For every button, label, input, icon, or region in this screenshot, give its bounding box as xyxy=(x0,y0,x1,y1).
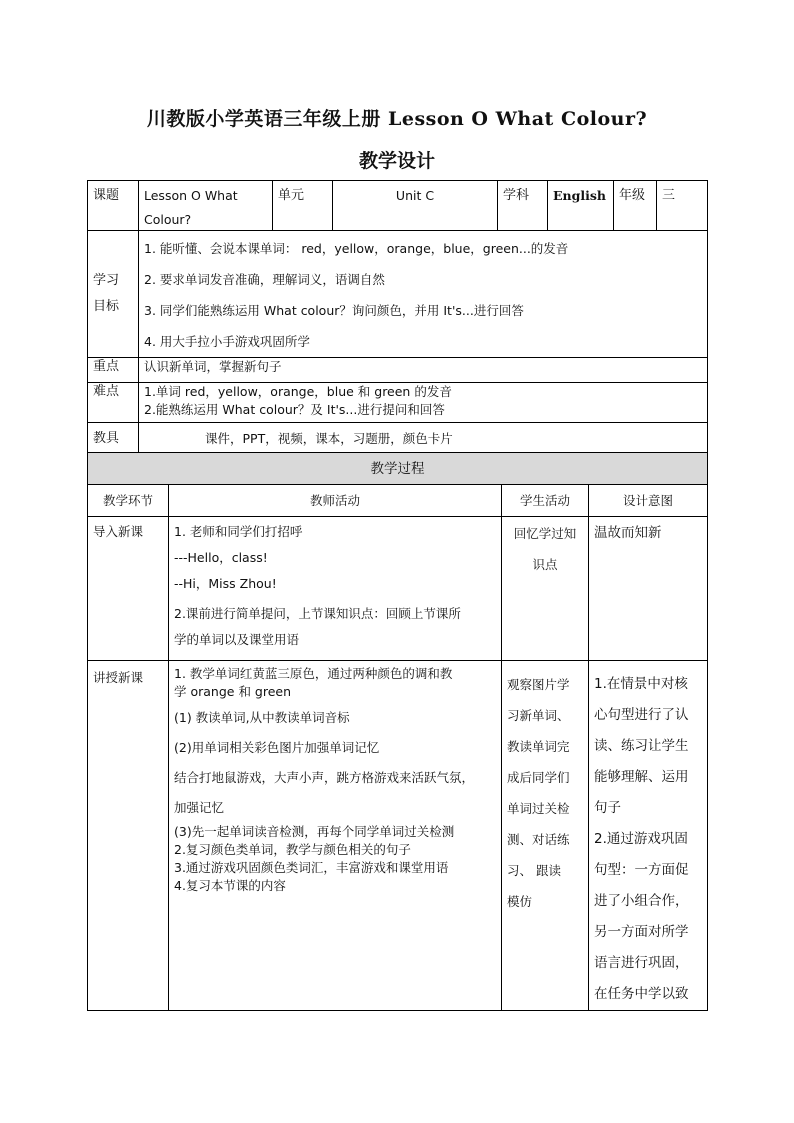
teacher-line: 结合打地鼠游戏，大声小声，跳方格游戏来活跃气氛， xyxy=(174,770,475,785)
intent-line: 在任务中学以致 xyxy=(594,986,689,1002)
col-student-header: 学生活动 xyxy=(502,485,589,517)
teacher-line: ---Hello，class! xyxy=(174,550,268,565)
student-line: 观察图片学 xyxy=(507,677,570,692)
key-label: 重点 xyxy=(88,358,139,383)
intent-line: 读、练习让学生 xyxy=(594,738,689,754)
goals-list xyxy=(139,231,708,358)
teacher-line: 学 orange 和 green xyxy=(174,684,292,699)
difficult-row xyxy=(88,383,708,423)
process-header-row xyxy=(88,453,708,485)
intent-line: 1.在情景中对核 xyxy=(594,676,688,692)
goal-item: 1. 能听懂、会说本课单词： red，yellow，orange，blue，green...的发音 xyxy=(144,241,569,256)
teacher-line: 3.通过游戏巩固颜色类词汇，丰富游戏和课堂用语 xyxy=(174,860,449,875)
teacher-activity xyxy=(169,517,502,661)
intent-line: 句型：一方面促 xyxy=(594,862,689,878)
process-header: 教学过程 xyxy=(88,453,708,485)
teacher-line: 4.复习本节课的内容 xyxy=(174,878,286,893)
student-line: 习新单词、 xyxy=(507,708,570,723)
student-line: 教读单词完 xyxy=(507,739,570,754)
difficult-label: 难点 xyxy=(88,383,139,423)
difficult-value xyxy=(139,383,708,423)
teacher-activity xyxy=(169,661,502,1011)
topic-label: 课题 xyxy=(88,181,139,231)
document-title: 川教版小学英语三年级上册 Lesson O What Colour? xyxy=(146,108,648,130)
teacher-line: 加强记忆 xyxy=(174,800,225,815)
col-stage-header: 教学环节 xyxy=(88,485,169,517)
intent-cell xyxy=(589,661,708,1011)
process-row-new xyxy=(88,661,708,1011)
stage-cell: 讲授新课 xyxy=(88,661,169,1011)
grade-value: 三 xyxy=(657,181,708,231)
intent-line: 进了小组合作， xyxy=(594,893,689,909)
student-line: 测、对话练 xyxy=(507,832,570,847)
student-line: 模仿 xyxy=(507,894,533,909)
teacher-line: (3)先一起单词读音检测，再每个同学单词过关检测 xyxy=(174,824,455,839)
intent-line: 2.通过游戏巩固 xyxy=(594,831,688,847)
goals-label xyxy=(88,231,139,358)
goals-label-line: 学习 xyxy=(93,273,120,288)
goal-item: 3. 同学们能熟练运用 What colour？询问颜色，并用 It's...进行回答 xyxy=(144,303,524,318)
intent-line: 温故而知新 xyxy=(594,525,662,541)
goal-item: 4. 用大手拉小手游戏巩固所学 xyxy=(144,334,310,349)
intent-line: 能够理解、运用 xyxy=(594,769,689,785)
info-table xyxy=(87,180,708,455)
topic-value xyxy=(139,181,273,231)
intent-cell xyxy=(589,517,708,661)
intent-line: 语言进行巩固， xyxy=(594,955,689,971)
unit-value: Unit C xyxy=(333,181,498,231)
teacher-line: 1. 老师和同学们打招呼 xyxy=(174,524,303,539)
tools-label: 教具 xyxy=(88,423,139,455)
topic-row xyxy=(88,181,708,231)
student-line: 成后同学们 xyxy=(507,770,570,785)
key-row xyxy=(88,358,708,383)
student-activity xyxy=(502,517,589,661)
grade-label: 年级 xyxy=(614,181,657,231)
col-intent-header: 设计意图 xyxy=(589,485,708,517)
teacher-line: 学的单词以及课堂用语 xyxy=(174,632,300,647)
teacher-line: --Hi，Miss Zhou! xyxy=(174,576,277,591)
student-activity xyxy=(502,661,589,1011)
topic-value-line: Colour? xyxy=(144,212,192,227)
col-teacher-header: 教师活动 xyxy=(169,485,502,517)
tools-row xyxy=(88,423,708,455)
goals-row xyxy=(88,231,708,358)
key-value: 认识新单词，掌握新句子 xyxy=(139,358,708,383)
tools-value: 课件，PPT，视频，课本，习题册，颜色卡片 xyxy=(139,423,708,455)
student-line: 习、 跟读 xyxy=(507,863,561,878)
student-line: 单词过关检 xyxy=(507,801,570,816)
goal-item: 2. 要求单词发音准确，理解词义，语调自然 xyxy=(144,272,385,287)
goals-label-line: 目标 xyxy=(93,299,120,314)
student-line: 识点 xyxy=(532,557,558,572)
process-columns-row xyxy=(88,485,708,517)
process-row-intro xyxy=(88,517,708,661)
subject-value: English xyxy=(548,181,614,231)
teacher-line: 2.复习颜色类单词，教学与颜色相关的句子 xyxy=(174,842,411,857)
teacher-line: (1) 教读单词,从中教读单词音标 xyxy=(174,710,350,725)
teacher-line: (2)用单词相关彩色图片加强单词记忆 xyxy=(174,740,380,755)
difficult-line: 2.能熟练运用 What colour？及 It's...进行提问和回答 xyxy=(144,402,445,417)
difficult-line: 1.单词 red，yellow，orange，blue 和 green 的发音 xyxy=(144,384,452,399)
topic-value-line: Lesson O What xyxy=(144,188,238,203)
intent-line: 另一方面对所学 xyxy=(594,924,689,940)
process-table xyxy=(87,452,708,1011)
unit-label: 单元 xyxy=(273,181,333,231)
teacher-line: 1. 教学单词红黄蓝三原色，通过两种颜色的调和教 xyxy=(174,666,453,681)
document-subtitle: 教学设计 xyxy=(358,150,435,172)
subject-label: 学科 xyxy=(498,181,548,231)
intent-line: 句子 xyxy=(594,800,621,816)
stage-cell: 导入新课 xyxy=(88,517,169,661)
teacher-line: 2.课前进行简单提问，上节课知识点：回顾上节课所 xyxy=(174,606,461,621)
intent-line: 心句型进行了认 xyxy=(594,707,689,723)
student-line: 回忆学过知 xyxy=(513,526,577,541)
